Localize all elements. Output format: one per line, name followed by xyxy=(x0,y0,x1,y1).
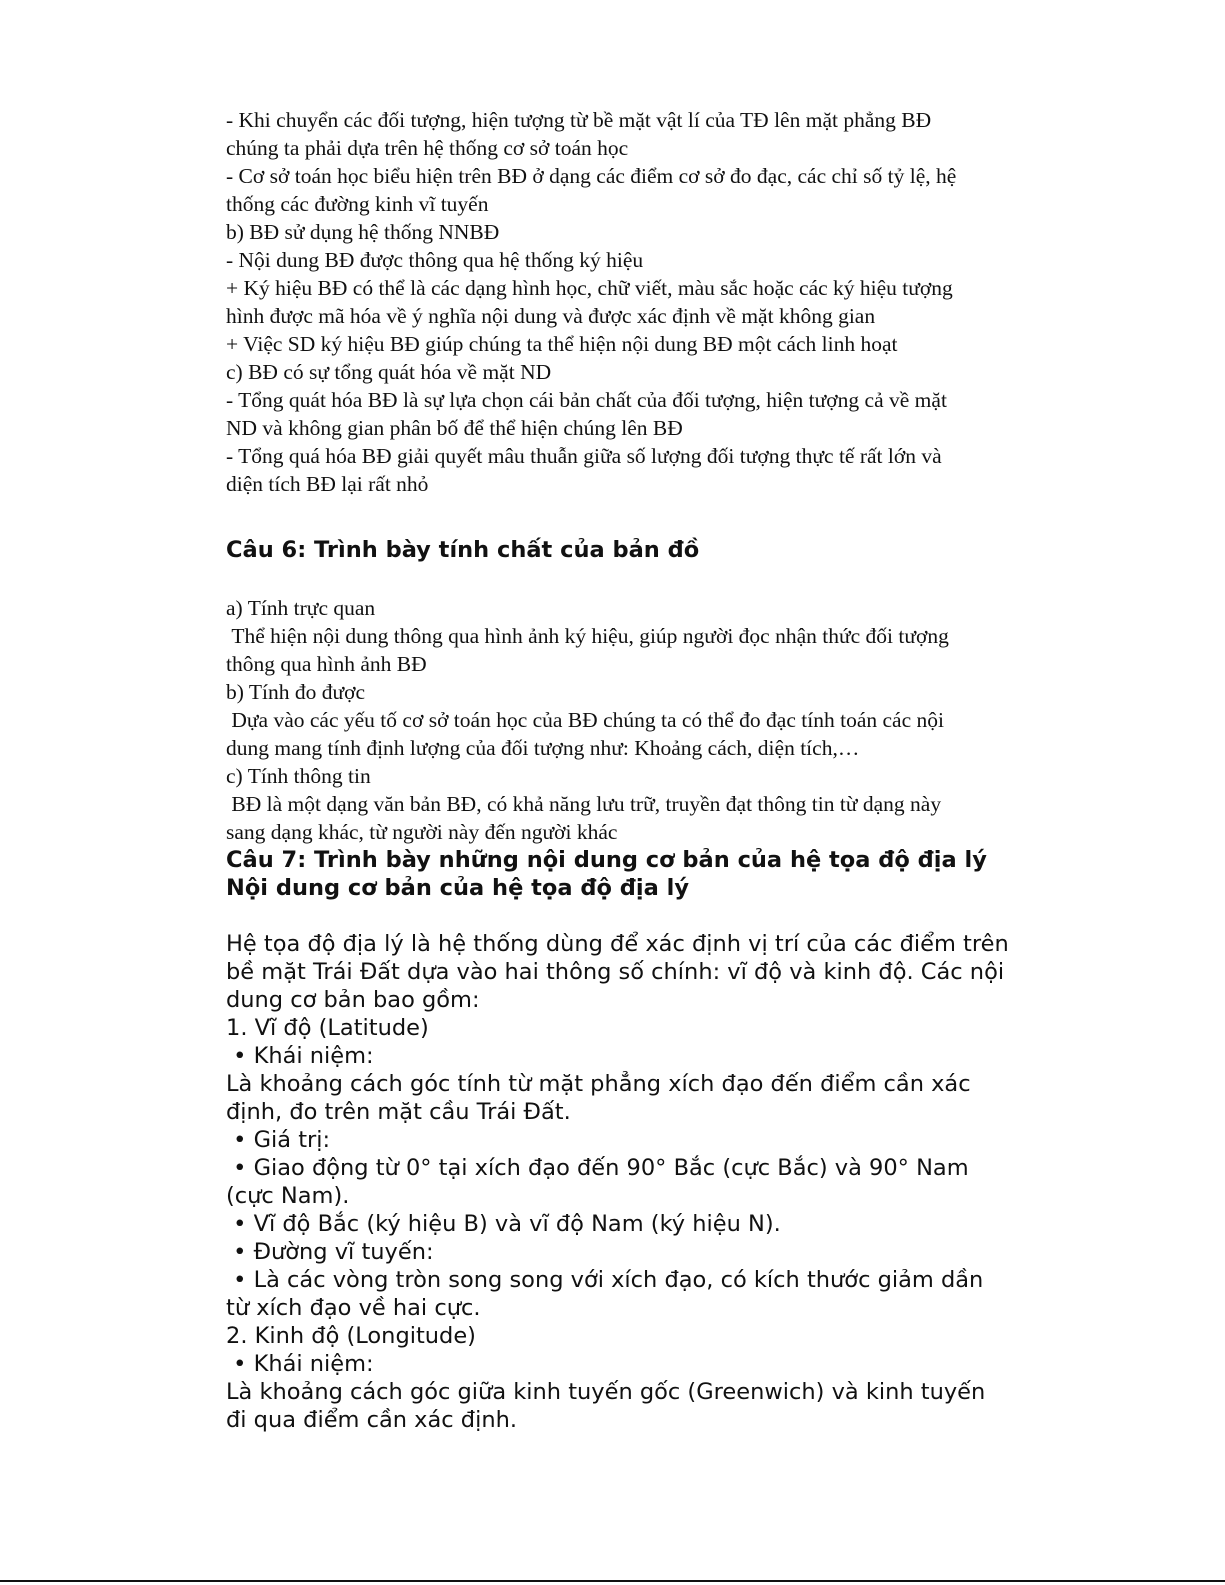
text-line: a) Tính trực quan xyxy=(226,596,376,620)
text-line: + Ký hiệu BĐ có thể là các dạng hình học, chữ viết, màu sắc hoặc các ký hiệu tượng xyxy=(226,276,953,300)
text-line: - Tổng quát hóa BĐ là sự lựa chọn cái bản chất của đối tượng, hiện tượng cả về mặt xyxy=(226,388,947,412)
question-6-heading: Câu 6: Trình bày tính chất của bản đồ xyxy=(226,537,700,563)
question-7-section xyxy=(226,930,1106,1434)
text-line: thông qua hình ảnh BĐ xyxy=(226,652,427,676)
text-line: Thể hiện nội dung thông qua hình ảnh ký hiệu, giúp người đọc nhận thức đối tượng xyxy=(226,624,949,648)
text-line: 1. Vĩ độ (Latitude) xyxy=(226,1015,429,1041)
text-line: • Khái niệm: xyxy=(226,1043,374,1069)
text-line: - Khi chuyển các đối tượng, hiện tượng từ bề mặt vật lí của TĐ lên mặt phẳng BĐ xyxy=(226,108,932,132)
document-page xyxy=(226,106,1106,1434)
text-line: 2. Kinh độ (Longitude) xyxy=(226,1323,476,1349)
text-line: dung cơ bản bao gồm: xyxy=(226,987,480,1013)
text-line: b) Tính đo được xyxy=(226,680,366,704)
text-line: • Giá trị: xyxy=(226,1127,331,1153)
text-line: Là khoảng cách góc tính từ mặt phẳng xích đạo đến điểm cần xác xyxy=(226,1071,971,1097)
text-line: định, đo trên mặt cầu Trái Đất. xyxy=(226,1099,571,1125)
text-line: đi qua điểm cần xác định. xyxy=(226,1407,518,1433)
text-line: ND và không gian phân bố để thể hiện chúng lên BĐ xyxy=(226,416,683,440)
question-7-heading-line2: Nội dung cơ bản của hệ tọa độ địa lý xyxy=(226,875,690,901)
text-line: - Tổng quá hóa BĐ giải quyết mâu thuẫn giữa số lượng đối tượng thực tế rất lớn và xyxy=(226,444,942,468)
text-line: dung mang tính định lượng của đối tượng như: Khoảng cách, diện tích,… xyxy=(226,736,860,760)
text-line: sang dạng khác, từ người này đến người khác xyxy=(226,820,618,844)
text-line: BĐ là một dạng văn bản BĐ, có khả năng lưu trữ, truyền đạt thông tin từ dạng này xyxy=(226,792,942,816)
text-line: c) BĐ có sự tổng quát hóa về mặt ND xyxy=(226,360,552,384)
text-line: • Khái niệm: xyxy=(226,1351,374,1377)
text-line: - Cơ sở toán học biểu hiện trên BĐ ở dạng các điểm cơ sở đo đạc, các chỉ số tỷ lệ, hệ xyxy=(226,164,957,188)
text-line: • Giao động từ 0° tại xích đạo đến 90° Bắc (cực Bắc) và 90° Nam xyxy=(226,1155,969,1181)
question-6-section xyxy=(226,594,1106,846)
text-line: hình được mã hóa về ý nghĩa nội dung và được xác định về mặt không gian xyxy=(226,304,876,328)
text-line: Là khoảng cách góc giữa kinh tuyến gốc (Greenwich) và kinh tuyến xyxy=(226,1379,986,1405)
text-line: • Đường vĩ tuyến: xyxy=(226,1239,434,1265)
text-line: b) BĐ sử dụng hệ thống NNBĐ xyxy=(226,220,500,244)
text-line: chúng ta phải dựa trên hệ thống cơ sở toán học xyxy=(226,136,629,160)
text-line: • Vĩ độ Bắc (ký hiệu B) và vĩ độ Nam (ký hiệu N). xyxy=(226,1211,781,1237)
text-line: bề mặt Trái Đất dựa vào hai thông số chính: vĩ độ và kinh độ. Các nội xyxy=(226,959,1005,985)
text-line: diện tích BĐ lại rất nhỏ xyxy=(226,472,429,496)
text-line: • Là các vòng tròn song song với xích đạo, có kích thước giảm dần xyxy=(226,1267,984,1293)
text-line: - Nội dung BĐ được thông qua hệ thống ký hiệu xyxy=(226,248,644,272)
text-line: Hệ tọa độ địa lý là hệ thống dùng để xác định vị trí của các điểm trên xyxy=(226,931,1009,957)
question-7-heading-line1: Câu 7: Trình bày những nội dung cơ bản của hệ tọa độ địa lý xyxy=(226,847,987,873)
text-line: từ xích đạo về hai cực. xyxy=(226,1295,481,1321)
text-line: c) Tính thông tin xyxy=(226,764,371,788)
text-line: Dựa vào các yếu tố cơ sở toán học của BĐ chúng ta có thể đo đạc tính toán các nội xyxy=(226,708,944,732)
page-bottom-divider xyxy=(0,1580,1225,1582)
intro-section xyxy=(226,106,1106,498)
question-7-heading xyxy=(226,846,1106,902)
text-line: thống các đường kinh vĩ tuyến xyxy=(226,192,489,216)
text-line: + Việc SD ký hiệu BĐ giúp chúng ta thể hiện nội dung BĐ một cách linh hoạt xyxy=(226,332,898,356)
text-line: (cực Nam). xyxy=(226,1183,350,1209)
